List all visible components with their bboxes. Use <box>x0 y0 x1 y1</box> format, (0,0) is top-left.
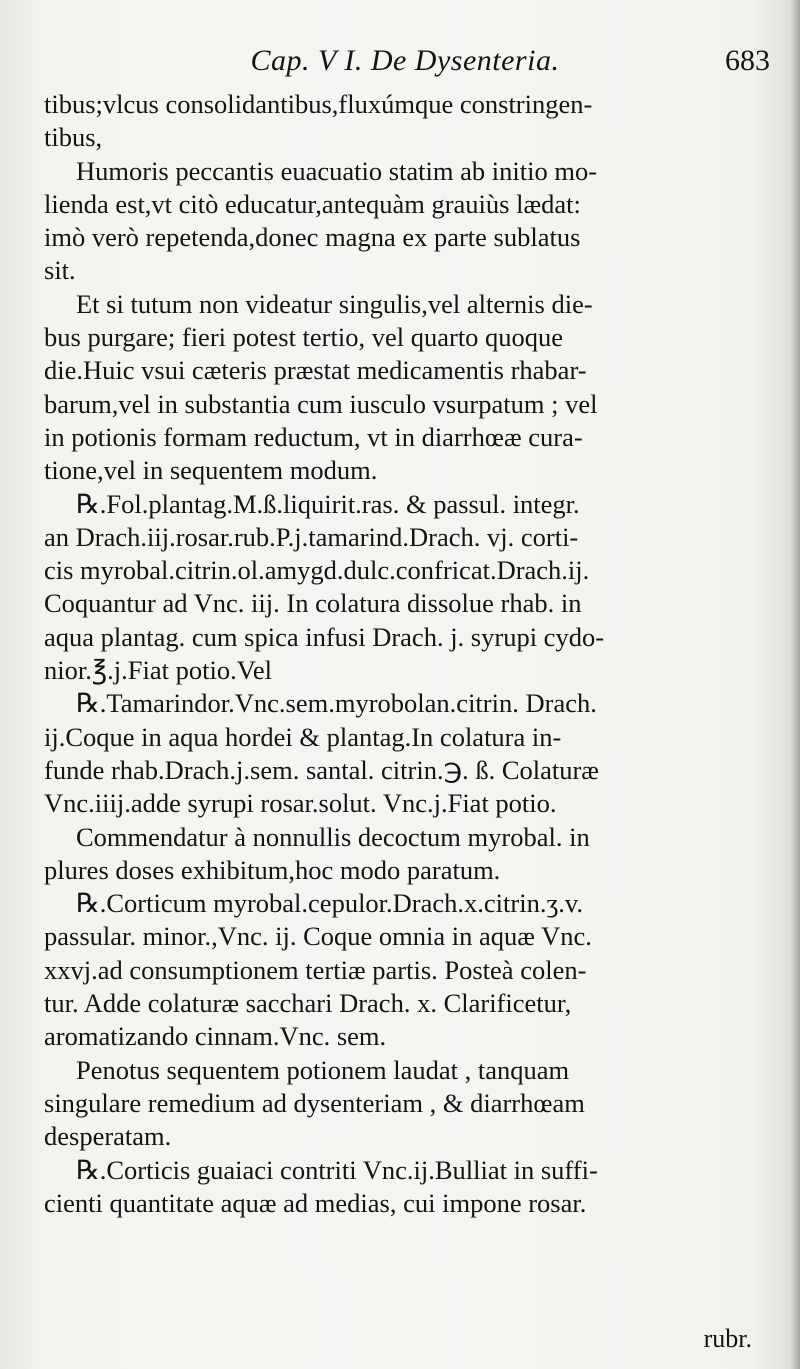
text-line: ij.Coque in aqua hordei & plantag.In colatura in- <box>44 721 562 752</box>
text-line: sit. <box>44 255 76 286</box>
text-line: Commendatur à nonnullis decoctum myrobal. in <box>76 821 590 852</box>
text-line: Penotus sequentem potionem laudat , tanquam <box>76 1054 570 1085</box>
text-line: tione,vel in sequentem modum. <box>44 455 378 486</box>
text-line: tibus;vlcus consolidantibus,fluxúmque constringen- <box>44 89 593 119</box>
text-line: singulare remedium ad dysenteriam , & diarrhœam <box>44 1087 585 1118</box>
text-line: plures doses exhibitum,hoc modo paratum. <box>44 854 501 885</box>
text-line: aromatizando cinnam.Vnc. sem. <box>44 1021 387 1052</box>
text-line: passular. minor.,Vnc. ij. Coque omnia in aquæ Vnc. <box>44 921 592 952</box>
text-line: ℞.Corticis guaiaci contriti Vnc.ij.Bulliat in suffi- <box>76 1154 598 1185</box>
text-line: ℞.Corticum myrobal.cepulor.Drach.x.citrin.ʒ.v. <box>76 888 583 919</box>
text-line: xxvj.ad consumptionem tertiæ partis. Posteà colen- <box>44 954 587 985</box>
text-line: an Drach.iij.rosar.rub.P.j.tamarind.Drach. vj. corti- <box>44 521 579 552</box>
text-line: nior.℥.j.Fiat potio.Vel <box>44 655 273 686</box>
text-line: ℞.Fol.plantag.M.ß.liquirit.ras. & passul. integr. <box>76 488 580 519</box>
page-number: 683 <box>725 44 770 77</box>
text-line: lienda est,vt citò educatur,antequàm grauiùs lædat: <box>44 188 581 219</box>
text-line: cienti quantitate aquæ ad medias, cui impone rosar. <box>44 1187 587 1218</box>
text-line: tibus, <box>44 122 103 153</box>
page-edge-shadow <box>790 0 800 1369</box>
text-line: barum,vel in substantia cum iusculo vsurpatum ; vel <box>44 388 598 419</box>
text-line: funde rhab.Drach.j.sem. santal. citrin.℈. ß. Colaturæ <box>44 754 599 785</box>
text-line: bus purgare; fieri potest tertio, vel quarto quoque <box>44 322 564 353</box>
catchword: rubr. <box>703 1324 752 1353</box>
text-line: Humoris peccantis euacuatio statim ab initio mo- <box>76 155 598 186</box>
text-line: ℞.Tamarindor.Vnc.sem.myrobolan.citrin. Drach. <box>76 688 597 719</box>
text-line: Vnc.iiij.adde syrupi rosar.solut. Vnc.j.Fiat potio. <box>44 788 557 819</box>
text-line: tur. Adde colaturæ sacchari Drach. x. Clarificetur, <box>44 988 572 1019</box>
text-line: die.Huic vsui cæteris præstat medicamentis rhabar- <box>44 355 587 386</box>
page-header <box>40 44 770 88</box>
text-line: Coquantur ad Vnc. iij. In colatura dissolue rhab. in <box>44 588 582 619</box>
text-line: aqua plantag. cum spica infusi Drach. j. syrupi cydo- <box>44 621 605 652</box>
text-line: desperatam. <box>44 1121 172 1152</box>
body-text <box>44 88 760 1220</box>
running-head: Cap. V I. De Dysenteria. <box>250 44 560 77</box>
text-line: cis myrobal.citrin.ol.amygd.dulc.confricat.Drach.ij. <box>44 555 590 586</box>
text-line: in potionis formam reductum, vt in diarrhœæ cura- <box>44 421 583 452</box>
text-line: imò verò repetenda,donec magna ex parte sublatus <box>44 222 581 253</box>
text-line: Et si tutum non videatur singulis,vel alternis die- <box>76 288 593 319</box>
